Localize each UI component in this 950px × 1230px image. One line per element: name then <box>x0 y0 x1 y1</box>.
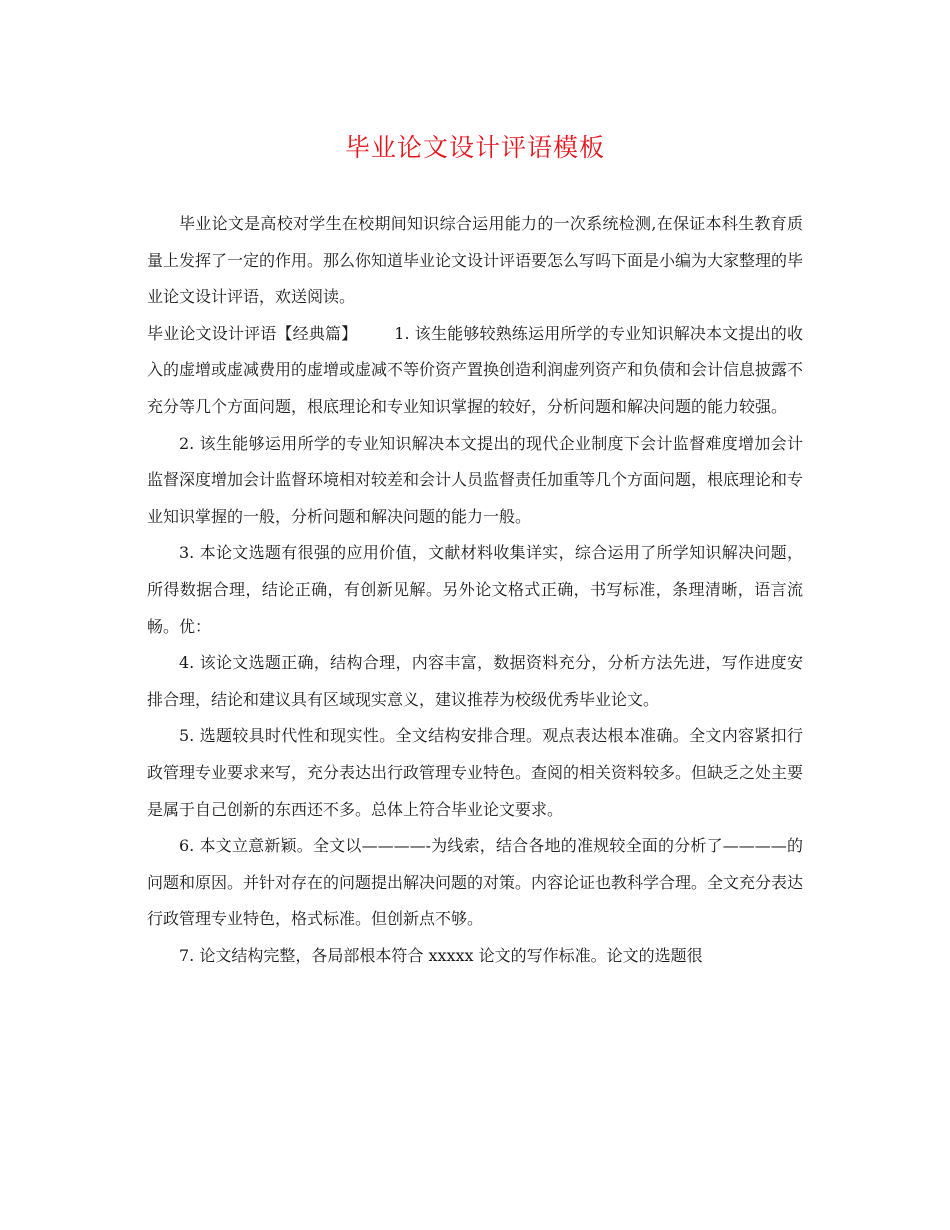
comment-item-7: 7. 论文结构完整，各局部根本符合 xxxxx 论文的写作标准。论文的选题很 <box>179 945 703 965</box>
comment-item-4: 4. 该论文选题正确，结构合理，内容丰富，数据资料充分，分析方法先进，写作进度安排合理，结论和建议具有区域现实意义，建议推荐为校级优秀毕业论文。 <box>147 653 803 709</box>
section-first-paragraph <box>147 316 803 426</box>
comment-item-2: 2. 该生能够运用所学的专业知识解决本文提出的现代企业制度下会计监督难度增加会计监督深度增加会计监督环境相对较差和会计人员监督责任加重等几个方面问题，根底理论和专业知识掌握的一般，分析问题和解决问题的能力一般。 <box>147 433 804 526</box>
comment-item-1: 1. 该生能够较熟练运用所学的专业知识解决本文提出的收入的虚增或虚减费用的虚增或虚减不等价资产置换创造利润虚列资产和负债和会计信息披露不充分等几个方面问题，根底理论和专业知识掌握的较好，分析问题和解决问题的能力较强。 <box>147 323 804 416</box>
intro-paragraph: 毕业论文是高校对学生在校期间知识综合运用能力的一次系统检测,在保证本科生教育质量上发挥了一定的作用。那么你知道毕业论文设计评语要怎么写吗下面是小编为大家整理的毕业论文设计评语，欢送阅读。 <box>147 214 804 307</box>
section-heading: 毕业论文设计评语【经典篇】 <box>147 323 358 343</box>
document-title: 毕业论文设计评语模板 <box>344 133 605 162</box>
comment-item-3: 3. 本论文选题有很强的应用价值，文献材料收集详实，综合运用了所学知识解决问题，所得数据合理，结论正确，有创新见解。另外论文格式正确，书写标准，条理清晰，语言流畅。优： <box>147 543 803 636</box>
comment-item-5: 5. 选题较具时代性和现实性。全文结构安排合理。观点表达根本准确。全文内容紧扣行政管理专业要求来写，充分表达出行政管理专业特色。查阅的相关资料较多。但缺乏之处主要是属于自己创新的东西还不多。总体上符合毕业论文要求。 <box>147 726 804 819</box>
comment-item-6: 6. 本文立意新颖。全文以————-为线索，结合各地的准规较全面的分析了————的问题和原因。并针对存在的问题提出解决问题的对策。内容论证也教科学合理。全文充分表达行政管理专业特色，格式标准。但创新点不够。 <box>147 836 804 929</box>
document-body <box>147 206 803 974</box>
